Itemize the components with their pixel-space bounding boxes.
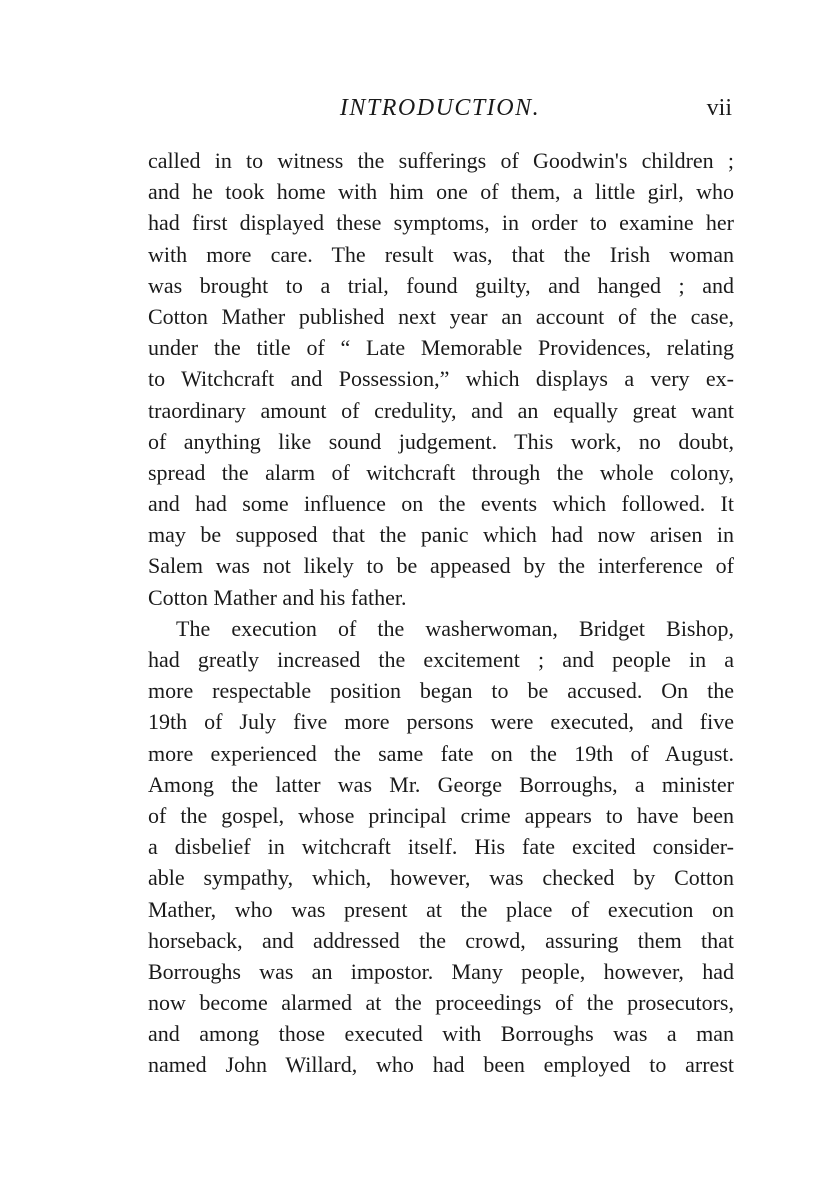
text-line: able sympathy, which, however, was checked by Cotton <box>148 865 734 891</box>
text-line: to Witchcraft and Possession,” which displays a very ex- <box>148 366 734 392</box>
text-line: traordinary amount of credulity, and an equally great want <box>148 397 734 423</box>
text-line: horseback, and addressed the crowd, assuring them that <box>148 927 734 953</box>
paragraph <box>148 145 734 613</box>
text-line: Mather, who was present at the place of execution on <box>148 896 734 922</box>
text-line: had greatly increased the excitement ; and people in a <box>148 647 734 672</box>
text-line: a disbelief in witchcraft itself. His fate excited consider- <box>148 834 734 860</box>
text-line: 19th of July five more persons were executed, and five <box>148 709 734 735</box>
text-line: and among those executed with Borroughs was a man <box>148 1021 734 1047</box>
text-line: had first displayed these symptoms, in order to examine her <box>148 210 734 236</box>
text-line: named John Willard, who had been employed to arrest <box>148 1052 734 1078</box>
text-line: more respectable position began to be accused. On the <box>148 678 734 704</box>
text-line: Borroughs was an impostor. Many people, however, had <box>148 958 734 984</box>
text-line: now become alarmed at the proceedings of the prosecutors, <box>148 990 734 1016</box>
text-line: of anything like sound judgement. This work, no doubt, <box>148 428 734 454</box>
text-line: and he took home with him one of them, a little girl, who <box>148 179 734 205</box>
paragraph <box>148 613 734 1081</box>
text-line: was brought to a trial, found guilty, and hanged ; and <box>148 272 734 298</box>
text-line: more experienced the same fate on the 19th of August. <box>148 740 734 766</box>
text-line: Salem was not likely to be appeased by the interference of <box>148 553 734 579</box>
body-text <box>148 145 734 1081</box>
text-line: Cotton Mather published next year an account of the case, <box>148 303 734 329</box>
page-number: vii <box>706 95 732 121</box>
text-line: with more care. The result was, that the Irish woman <box>148 241 734 267</box>
text-line: of the gospel, whose principal crime appears to have been <box>148 802 734 828</box>
text-line: and had some influence on the events which followed. It <box>148 491 734 517</box>
text-line: under the title of “ Late Memorable Providences, relating <box>148 335 734 361</box>
running-head <box>148 92 732 128</box>
text-line: Among the latter was Mr. George Borroughs, a minister <box>148 771 734 797</box>
text-line: may be supposed that the panic which had now arisen in <box>148 522 734 548</box>
text-line: spread the alarm of witchcraft through the whole colony, <box>148 459 734 485</box>
text-line: Cotton Mather and his father. <box>148 584 407 610</box>
text-line: called in to witness the sufferings of Goodwin's children ; <box>148 148 734 173</box>
running-title: INTRODUCTION. <box>339 95 541 121</box>
text-line: The execution of the washerwoman, Bridget Bishop, <box>176 615 734 641</box>
